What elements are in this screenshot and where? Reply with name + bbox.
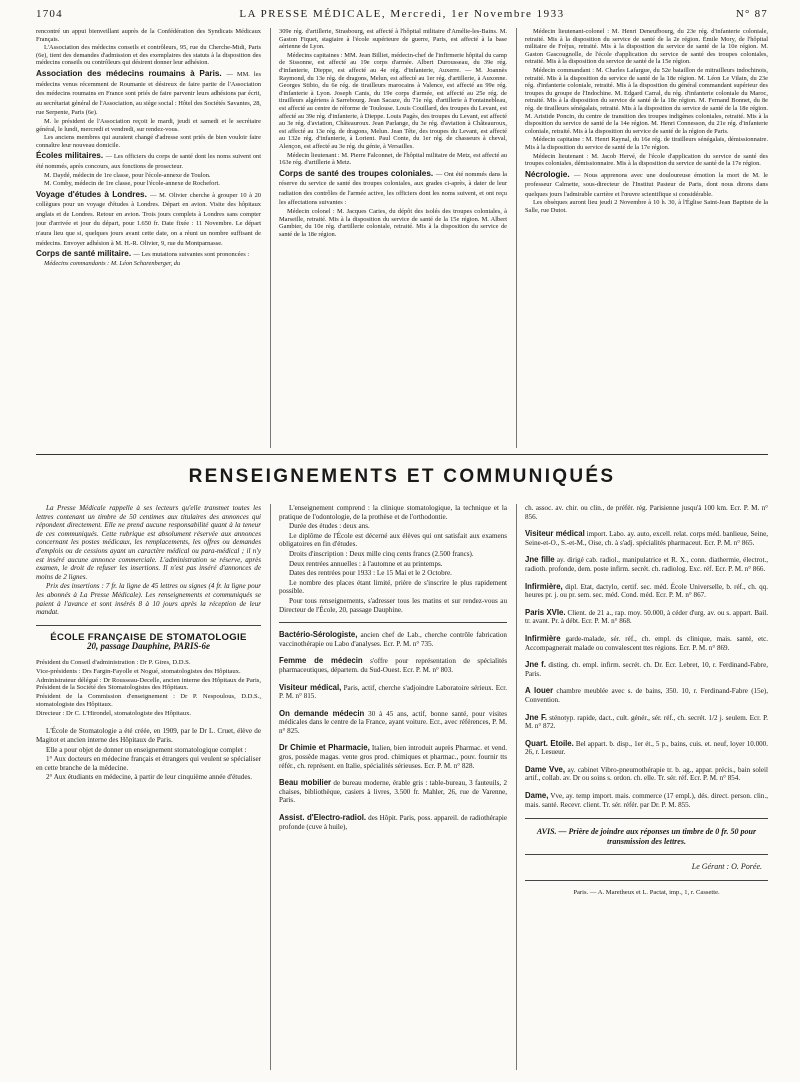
notice-paragraph: La Presse Médicale rappelle à ses lecteurs qu'elle transmet toutes les lettres contenant un timbre de 50 centimes aux titulaires des annonces qui répondent directement. Elle ne prend aucune responsabilité quant à la teneur de ces communiqués. Cette rubrique est absolument réservée aux annonces concernant les postes médicaux, les remplacements, les offres ou demandes d'emplois ou de cessions ayant un caractère médical ou para-médical ; il n'y est inséré aucune annonce commerciale. L'administration se réserve, après examen, le droit de refuser les insertions. Il n'est pas inséré d'annonces de moins de 2 lignes. (36, 504, 261, 581)
paragraph: Médecin colonel : M. Jacques Caries, du dépôt des isolés des troupes coloniales, à Marseille, retraité. Mis à la disposition du service de santé de la 15e région. M. Albert Gambier, du 10e rég. d'artillerie coloniale, retraité. Mis à la disposition du service de santé de la 18e région. (279, 208, 507, 238)
classified-ad: Femme de médecin s'offre pour représentation de spécialités pharmaceutiques, départem. du Sud-Ouest. Ecr. P. M. n° 803. (279, 656, 507, 674)
paragraph: Médecin lieutenant-colonel : M. Henri Deneufbourg, du 23e rég. d'infanterie coloniale, retraité. Mis à la disposition du service de santé de la 2e région. Émile Mory, de l'hôpital militaire de Fréjus, retraité. Mis à la disposition du service de santé de la 10e région. M. Gaston Gascougnolle, de l'école d'application du service de santé des troupes coloniales, retraité. Mis à la disposition du service de santé de la 15e région. (525, 28, 768, 66)
divider (525, 854, 768, 855)
classified-ad: Infirmière, dipl. Etat, dactylo, certif. sec. méd. École Universelle, b. réf., ch. qq. heures pr. j. ou pr. sem. sec. méd. Cond. méd. Ecr. P. M. n° 867. (525, 581, 768, 600)
paragraph: Médecin lieutenant : M. Jacob Hervé, de l'école d'application du service de santé des troupes coloniales, démissionnaire. Mis à la disposition du service de santé de la 17e région. (525, 152, 768, 168)
paragraph: M. Daydé, médecin de 1re classe, pour l'école-annexe de Toulon. (44, 171, 211, 179)
paragraph: 1° Aux docteurs en médecine français et étrangers qui veulent se spécialiser en cette branche de la médecine. (36, 755, 261, 772)
paragraph: Médecins capitaines : MM. Jean Billiet, médecin-chef de l'infirmerie hôpital du camp de Sissonne, est affecté au 19e corps d'armée. Albert Durousseau, du 39e rég. d'infanterie, Dieppe, est affecté au 4e rég. d'infanterie, Auxerre. — M. Joannès Raymond, du 13e rég. de dragons, Melun, est affecté au 1er rég. d'artillerie, à Auxonne. Georges Stibio, du 6e rég. de tirailleurs marocains à Valence, est affecté au 99e rég. d'infanterie à Lyon. Joseph Canis, du 19e corps d'armée, est affecté au 25e rég. de tirailleurs algériens à Sarrebourg. Jean Sacaze, du 71e rég. d'artillerie à Fontainebleau, est affecté au centre de réforme de Toulouse. Louis Couillard, des troupes du Levant, est affecté au 39e rég. d'infanterie, à Dieppe. Louis Pagès, des troupes du Levant, est affecté au 3e rég. d'aviation, Châteauroux. Jean Parlange, du 3e rég. d'aviation à Châteauroux, est affecté au 13e rég. de dragons, Melun. Jean Tête, des troupes du Levant, est affecté au 132e rég. d'infanterie, à Lorient. Paul Conte, du 1er rég. de chasseurs à cheval, Alençon, est affecté au 3e rég. du génie, à Versailles. (279, 51, 507, 150)
classified-ad: Dr Chimie et Pharmacie, Italien, bien introduit auprès Pharmac. et vend. gros, possède magas. vente gros prod. chimiques et pharmac., pouv. fournir tts référ., ch. représent. en Italie, spécialités sérieuses. Ecr. P. M. n° 828. (279, 743, 508, 770)
board-line: Président de la Commission d'enseignement : Dr P. Nespoulous, D.D.S., stomatologiste des Hôpitaux. (36, 693, 261, 708)
news-columns (36, 28, 768, 448)
column-3 (525, 28, 768, 216)
divider (36, 625, 261, 626)
divider (525, 880, 768, 881)
paragraph: M. le président de l'Association reçoit le mardi, jeudi et samedi et le secrétaire général, le lundi, mercredi et vendredi, sur rendez-vous. (36, 117, 261, 133)
paragraph: Deux rentrées annuelles : à l'automne et au printemps. (289, 559, 443, 568)
classified-ad: Paris XVIe. Client. de 21 a., rap. moy. 50.000, à céder d'urg. av. ou s. appart. Bail. tr. avant. Pr. à débt. Ecr. P. M. n° 868. (525, 607, 768, 626)
paragraph: L'enseignement comprend : la clinique stomatologique, la technique et la pratique de l'odontologie, de la prothèse et de l'orthodontie. (279, 504, 507, 521)
classified-ad: Beau mobilier de bureau moderne, érable gris : table-bureau, 3 fauteuils, 2 chaises, bibliothèque, casiers à livres, 3.500 fr. Mahler, 26, rue de Varenne, Paris. (279, 778, 508, 805)
paragraph: Le diplôme de l'École est décerné aux élèves qui ont satisfait aux examens obligatoires en fin d'études. (279, 531, 507, 549)
paragraph: 309e rég. d'artillerie, Strasbourg, est affecté à l'hôpital militaire d'Amélie-les-Bains. M. Gaston Fiquet, stagiaire à l'école supérieure de guerre, Paris, est affecté à la base aérienne de Lyon. (279, 28, 507, 51)
classified-ad: Infirmière garde-malade, sér. réf., ch. empl. ds clinique, mais. santé, etc. Accompagnerait malade ou convalescent ttes régions. Ecr. P. M. n° 869. (525, 633, 769, 652)
board-line: Directeur : Dr C. L'Hirondel, stomatologiste des Hôpitaux. (36, 709, 192, 717)
journal-title: LA PRESSE MÉDICALE, Mercredi, 1er Novembre 1933 (239, 8, 565, 20)
classified-ad: Dame Vve, ay. cabinet Vibro-pneumothérapie tr. b. ag., appar. précis., bain soleil artif., collab. av. Dr ou soins s. ordon. ch. elle. Tr. sér. réf. Ecr. P. M. n° 854. (525, 764, 768, 783)
section-divider (36, 454, 768, 455)
school-board (36, 659, 261, 718)
paragraph: Dates des rentrées pour 1933 : Le 15 Mai et le 2 Octobre. (289, 569, 452, 578)
announcements (36, 504, 768, 1074)
classified-ad: ch. assoc. av. chir. ou clin., de préfér. rég. Parisienne jusqu'à 100 km. Ecr. P. M. n° 856. (525, 504, 768, 521)
section-heading: Corps de santé des troupes coloniales. — Ont été nommés dans la réserve du service de santé des troupes coloniales, aux grades ci-après, à dater de leur radiation des contrôles de l'armée active, les officiers dont les noms suivent, et ont reçu les affectations suivantes : (279, 168, 507, 207)
paragraph: Le nombre des places étant limité, prière de s'inscrire le plus rapidement possible. (279, 578, 507, 596)
school-address: 20, passage Dauphine, PARIS-6e (86, 641, 211, 652)
bottom-column-1 (36, 504, 261, 783)
paragraph: L'École de Stomatologie a été créée, en 1909, par le Dr L. Cruet, élève de Magitot et ancien interne des Hôpitaux de Paris. (36, 727, 261, 745)
paragraph: Les obsèques auront lieu jeudi 2 Novembre à 10 h. 30, à l'Église Saint-Jean Baptiste de la Salle, rue Dutot. (525, 199, 768, 215)
classified-ad: Visiteur médical import. Labo. ay. auto, excell. relat. corps méd. banlieue, Seine, Seine-et-O., S.-et-M., Oise, ch. à s'adj. spécialités pharmaceut. Ecr. P. M. n° 865. (525, 529, 768, 547)
board-line: Président du Conseil d'administration : Dr P. Gires, D.D.S. (36, 658, 191, 666)
classified-ad: Jne F. sténotyp. rapide, dact., cult. génér., sér. réf., ch. secrét. 1/2 j. seulem. Ecr. P. M. n° 872. (525, 712, 769, 731)
paragraph: Pour tous renseignements, s'adresser tous les matins et sur rendez-vous au Directeur de l'École, 20, passage Dauphine. (279, 596, 507, 614)
paragraph: rencontré un appui bienveillant auprès de la Confédération des Syndicats Médicaux Français. (36, 28, 261, 43)
classified-ad: Visiteur médical, Paris, actif, cherche s'adjoindre Laboratoire sérieux. Ecr. P. M. n° 815. (279, 682, 507, 701)
classified-ad: Bactério-Sérologiste, ancien chef de Lab., cherche contrôle fabrication vaccinothérapie ou Labo d'analyses. Ecr. P. M. n° 735. (279, 630, 507, 648)
notice-prices: Prix des insertions : 7 fr. la ligne de 45 lettres ou signes (4 fr. la ligne pour les abonnés à La Presse Médicale). Les renseignements et communiqués se paient à l'avance et sont insérés 8 à 10 jours après la réception de leur mandat. (36, 582, 261, 617)
page-number: 1704 (36, 8, 63, 20)
section-banner: RENSEIGNEMENTS ET COMMUNIQUÉS (188, 466, 616, 487)
column-divider (516, 28, 517, 448)
paragraph: Durée des études : deux ans. (289, 522, 370, 531)
column-divider (516, 504, 517, 1070)
paragraph: L'Association des médecins conseils et contrôleurs, 95, rue du Cherche-Midi, Paris (6e), tient des demandes d'admission et des exemplaires des statuts à la disposition des médecins conseils ou contrôleurs qui désirent donner leur adhésion. (36, 44, 261, 67)
section-heading: Écoles militaires. — Les officiers du corps de santé dont les noms suivent ont été nommés, après concours, aux fonctions de prosecteur. (36, 151, 261, 170)
paragraph: Médecin lieutenant : M. Pierre Falconnet, de l'hôpital militaire de Metz, est affecté au 163e rég. d'artillerie à Metz. (279, 151, 507, 167)
school-title: ÉCOLE FRANÇAISE DE STOMATOLOGIE (50, 631, 247, 643)
section-heading: Association des médecins roumains à Paris. — MM. les médecins venus récemment de Roumanie et désireux de faire partie de l'Association des médecins roumains en France sont priés de faire parvenir leurs adhésions par écrit, au secrétariat général de l'Association, au siège social : Hôtel des Sociétés Savantes, 28, rue Serpente, Paris (6e). (36, 68, 261, 117)
avis-notice: AVIS. — Prière de joindre aux réponses un timbre de 0 fr. 50 pour transmission des lettres. (536, 827, 757, 846)
board-line: Vice-présidents : Drs Fargin-Fayolle et Nogué, stomatologistes des Hôpitaux. (36, 667, 241, 675)
classified-ad: Jne f. disting. ch. empl. infirm. secrét. ch. Dr. Ecr. Lebret, 10, r. Ferdinand-Fabre, Paris. (525, 660, 768, 678)
paragraph: M. Comby, médecin de 1re classe, pour l'école-annexe de Rochefort. (44, 180, 220, 188)
classified-ad: A louer chambre meublée avec s. de bains, 350. 10, r. Ferdinand-Fabre (15e), Convention. (525, 686, 768, 704)
bottom-column-3 (525, 504, 768, 897)
printer-imprint: Paris. — A. Maretheux et L. Pactat, imp., 1, r. Cassette. (573, 888, 720, 896)
paragraph: Médecin capitaine : M. Henri Raynal, du 16e rég. de tirailleurs sénégalais, démissionnaire. Mis à la disposition du service de santé de la 17e région. (525, 136, 768, 151)
section-heading: Corps de santé militaire. — Les mutations suivantes sont prononcées : (36, 249, 250, 259)
divider (525, 818, 768, 819)
page-header (36, 6, 768, 24)
section-heading: Nécrologie. — Nous apprenons avec une douloureuse émotion la mort de M. le professeur Calmette, sous-directeur de l'Institut Pasteur de Paris, dont nous dirons dans quelques jours l'admirable carrière et l'œuvre scientifique si considérable. (525, 169, 768, 198)
paragraph: 2° Aux étudiants en médecine, à partir de leur cinquième année d'études. (46, 773, 253, 782)
column-1 (36, 28, 261, 268)
classified-ad: Dame, Vve, ay. temp import. mais. commerce (17 empl.), dés. direct. person. clin., mais. santé. Recevr. client. Tr. sér. référ. par Dr. P. M. 855. (525, 791, 768, 809)
classified-ad: On demande médecin 30 à 45 ans, actif, bonne santé, pour visites médicales dans le centre de la France, ayant voiture. Ecr., avec références, P. M. n° 825. (279, 708, 507, 735)
paragraph: Les anciens membres qui auraient changé d'adresse sont priés de bien vouloir faire connaître leur nouveau domicile. (36, 134, 261, 149)
paragraph: Médecins commandants : M. Léon Scharenberger, du (44, 259, 181, 267)
divider (279, 622, 507, 623)
column-2 (279, 28, 507, 239)
classified-ad: Jne fille ay. dirigé cab. radiol., manipulatrice et R. X., conn. diathermie, électrot., radioth. profonde, dem. poste infirm. secrét. ch. radiolog. Exc. réf. Ecr. P. M. n° 866. (525, 555, 768, 573)
bottom-column-2 (279, 504, 507, 840)
column-divider (270, 28, 271, 448)
paragraph: Médecin commandant : M. Charles Lafargue, du 52e bataillon de mitrailleurs indochinois, retraité. Mis à la disposition du service de santé de la 18e région. M. Léon Le Vilain, du 23e rég. d'infanterie coloniale, retraité. Mis à la disposition du général commandant supérieur des troupes du groupe de l'Indochine. M. Edgard Carral, du rég. d'infanterie coloniale du Maroc, retraité. Mis à la disposition du service de santé de la 18e région. M. Fernand Bonnet, du 8e rég. de tirailleurs sénégalais, retraité. Mis à la disposition du service de santé de la 18e région. M. Aristide Poncin, du centre de transition des troupes indigènes coloniales, retraité. Mis à la disposition du service de santé de la 14e région. M. Henri Connesson, du 21e rég. d'infanterie coloniale, retraité. Mis à la disposition du service de santé de la région de Paris. (525, 66, 768, 135)
section-heading: Voyage d'études à Londres. — M. Olivier cherche à grouper 10 à 20 collègues pour un voyage d'études à Londres. Départ en avion. Visite des hôpitaux anglais et de Londres. Retour en avion. Trois jours complets à Londres sans compter jour d'arrivée et jour du départ, pour 1.650 fr. Date fixée : 11 Novembre. Le départ n'aura lieu que si, quelques jours avant cette date, on a réuni un nombre suffisant de médecins. Envoyer adhésion à M. H.-R. Olivier, 9, rue du Montparnasse. (36, 189, 261, 247)
classified-ad: Assist. d'Electro-radiol. des Hôpit. Paris, poss. appareil. de radiothérapie profonde (cuve à huile), (279, 813, 508, 831)
paragraph: Droits d'inscription : Deux mille cinq cents francs (2.500 francs). (289, 549, 474, 558)
classified-ad: Quart. Etoile. Bel appart. b. disp., 1er ét., 5 p., bains, cuis. et. neuf, loyer 10.000. 26, r. Lesueur. (525, 738, 768, 757)
column-divider (270, 504, 271, 1070)
manager-signature: Le Gérant : O. Porée. (691, 862, 762, 872)
issue-number: N° 87 (735, 8, 768, 20)
paragraph: Elle a pour objet de donner un enseignement stomatologique complet : (46, 745, 247, 754)
board-line: Administrateur délégué : Dr Rousseau-Decelle, ancien interne des Hôpitaux de Paris, Président de la Société des Stomatologistes des Hôpitaux. (36, 676, 261, 692)
